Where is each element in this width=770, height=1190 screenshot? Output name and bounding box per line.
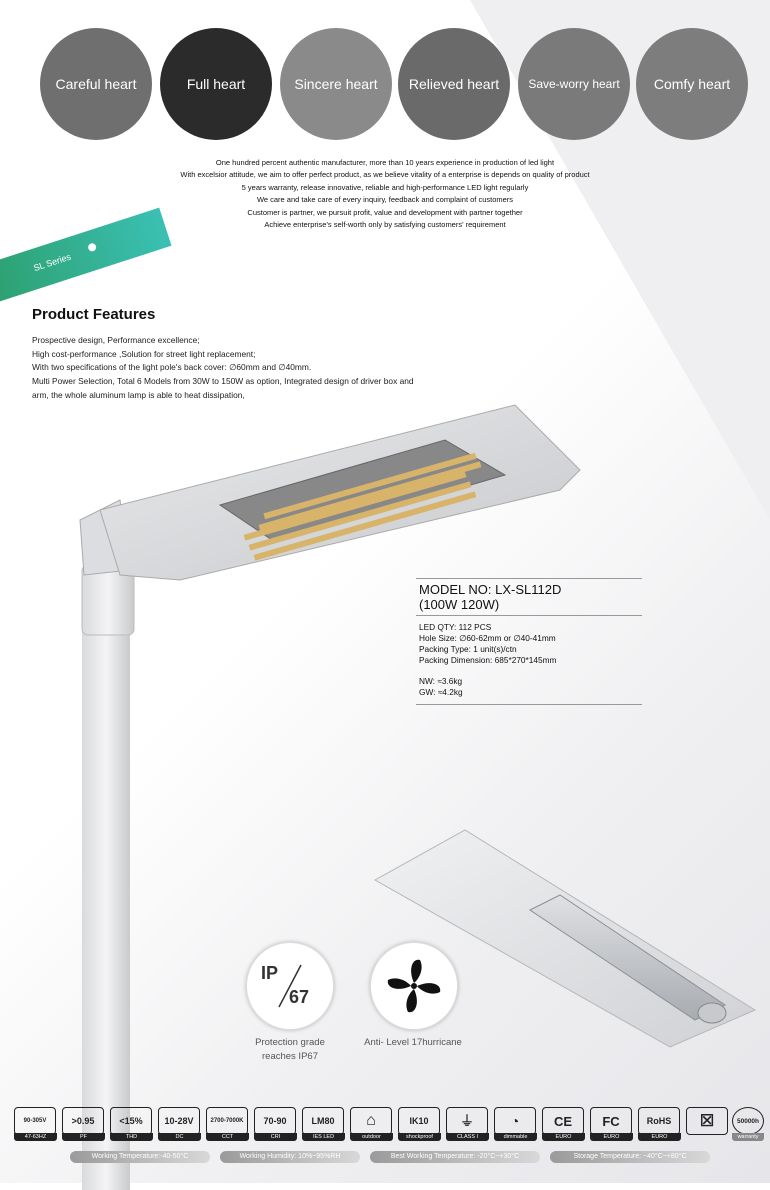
icon-sub: DC bbox=[158, 1133, 201, 1141]
ip-label: IP bbox=[261, 963, 279, 983]
spec-packing-dimension: Packing Dimension: 685*270*145mm bbox=[419, 655, 557, 665]
intro-line: We care and take care of every inquiry, feedback and complaint of customers bbox=[256, 195, 514, 205]
ip-number: 67 bbox=[289, 987, 310, 1007]
fan-icon bbox=[371, 943, 457, 1029]
icon-sub: THD bbox=[110, 1133, 153, 1141]
cct-icon bbox=[206, 1107, 248, 1143]
dc-icon bbox=[158, 1107, 200, 1143]
icon-sub: shockproof bbox=[398, 1133, 441, 1141]
icon-sub: warranty bbox=[732, 1133, 764, 1141]
storage-temperature: Storage Temperature: −40°C~+80°C bbox=[550, 1151, 710, 1163]
voltage-icon bbox=[14, 1107, 56, 1143]
icon-top: ⌂ bbox=[350, 1107, 392, 1135]
spec-hole-size: Hole Size: ∅60-62mm or ∅40-41mm bbox=[419, 633, 556, 643]
temperature-bar bbox=[70, 1151, 720, 1165]
certification-icons bbox=[14, 1107, 764, 1147]
hearts-row bbox=[40, 28, 760, 148]
series-label: SL Series bbox=[32, 251, 73, 274]
icon-sub: CLASS I bbox=[446, 1133, 489, 1141]
rohs-icon bbox=[638, 1107, 680, 1143]
outdoor-icon bbox=[350, 1107, 392, 1143]
ip67-badge bbox=[246, 942, 334, 1030]
model-power: (100W 120W) bbox=[419, 597, 500, 612]
intro-line: Customer is partner, we pursuit profit, value and development with partner together bbox=[247, 207, 523, 217]
feature-line: arm, the whole aluminum lamp is able to heat dissipation, bbox=[32, 389, 245, 400]
features-list bbox=[32, 334, 472, 403]
intro-line: One hundred percent authentic manufacturer, more than 10 years experience in production of led light bbox=[215, 158, 555, 167]
icon-top: ◔ bbox=[494, 1107, 536, 1135]
spec-net-weight: NW: ≈3.6kg bbox=[419, 676, 463, 686]
working-humidity: Working Humidity: 10%~95%RH bbox=[220, 1151, 360, 1163]
warranty-icon bbox=[732, 1107, 764, 1143]
heart-circle-save-worry: Save-worry heart bbox=[518, 28, 630, 140]
icon-top: >0.95 bbox=[62, 1107, 104, 1135]
icon-sub: CCT bbox=[206, 1133, 249, 1141]
working-temperature: Working Temperature:-40-50°C bbox=[70, 1151, 210, 1163]
heart-circle-sincere: Sincere heart bbox=[280, 28, 392, 140]
intro-line: 5 years warranty, release innovative, reliable and high-performance LED light regularly bbox=[241, 182, 529, 192]
heart-circle-full: Full heart bbox=[160, 28, 272, 140]
heart-circle-relieved: Relieved heart bbox=[398, 28, 510, 140]
class-i-icon bbox=[446, 1107, 488, 1143]
thd-icon bbox=[110, 1107, 152, 1143]
icon-top: 2700-7000K bbox=[206, 1107, 248, 1135]
cri-icon bbox=[254, 1107, 296, 1143]
hurricane-badge bbox=[370, 942, 458, 1030]
model-info bbox=[416, 578, 642, 705]
icon-top: CE bbox=[542, 1107, 584, 1135]
features-title: Product Features bbox=[32, 306, 156, 323]
icon-sub: 47-63HZ bbox=[14, 1133, 57, 1141]
feature-line: With two specifications of the light pole's back cover: ∅60mm and ∅40mm. bbox=[32, 362, 312, 373]
icon-top: ☒ bbox=[686, 1107, 728, 1135]
heart-circle-careful: Careful heart bbox=[40, 28, 152, 140]
feature-line: High cost-performance ,Solution for street light replacement; bbox=[32, 348, 256, 359]
feature-line: Prospective design, Performance excellence; bbox=[32, 335, 200, 345]
icon-sub: EURO bbox=[590, 1133, 633, 1141]
icon-sub: CRI bbox=[254, 1133, 297, 1141]
spec-gross-weight: GW: ≈4.2kg bbox=[419, 687, 463, 697]
street-lamp-image bbox=[60, 400, 590, 1190]
pf-icon bbox=[62, 1107, 104, 1143]
heart-circle-comfy: Comfy heart bbox=[636, 28, 748, 140]
spec-led-qty: LED QTY: 112 PCS bbox=[419, 622, 492, 632]
icon-top: ⏚ bbox=[446, 1107, 488, 1135]
icon-top: IK10 bbox=[398, 1107, 440, 1135]
dot-icon bbox=[87, 242, 97, 252]
icon-top: 10-28V bbox=[158, 1107, 200, 1135]
icon-top: FC bbox=[590, 1107, 632, 1135]
intro-line: Achieve enterprise's self-worth only by satisfying customers' requirement bbox=[264, 220, 506, 230]
fan-caption: Anti- Level 17hurricane bbox=[364, 1037, 462, 1048]
icon-sub: outdoor bbox=[350, 1133, 393, 1141]
icon-sub: EURO bbox=[638, 1133, 681, 1141]
divider bbox=[416, 704, 642, 705]
icon-sub: dimmable bbox=[494, 1133, 537, 1141]
lm80-icon bbox=[302, 1107, 344, 1143]
weee-icon bbox=[686, 1107, 728, 1143]
icon-sub: PF bbox=[62, 1133, 105, 1141]
icon-top: 50000h bbox=[732, 1107, 764, 1135]
ip-caption bbox=[232, 1036, 348, 1064]
icon-top: 90-305V bbox=[14, 1107, 56, 1135]
intro-line: With excelsior attitude, we aim to offer perfect product, as we believe vitality of a enterprise is depends on quality of product bbox=[180, 170, 590, 180]
ik10-icon bbox=[398, 1107, 440, 1143]
icon-top: RoHS bbox=[638, 1107, 680, 1135]
ip-caption-line: reaches IP67 bbox=[262, 1051, 318, 1062]
icon-top: 70-90 bbox=[254, 1107, 296, 1135]
icon-top: LM80 bbox=[302, 1107, 344, 1135]
intro-text bbox=[140, 157, 630, 231]
feature-line: Multi Power Selection, Total 6 Models from 30W to 150W as option, Integrated design of driver box and bbox=[32, 376, 414, 387]
best-working-temperature: Best Working Temperature: -20°C~+30°C bbox=[370, 1151, 540, 1163]
icon-sub: IES LED bbox=[302, 1133, 345, 1141]
model-number: MODEL NO: LX-SL112D bbox=[419, 582, 562, 597]
spec-packing-type: Packing Type: 1 unit(s)/ctn bbox=[419, 644, 517, 654]
fcc-icon bbox=[590, 1107, 632, 1143]
dimmable-icon bbox=[494, 1107, 536, 1143]
ip-icon bbox=[247, 943, 333, 1029]
ce-icon bbox=[542, 1107, 584, 1143]
icon-top: <15% bbox=[110, 1107, 152, 1135]
icon-sub: EURO bbox=[542, 1133, 585, 1141]
ip-caption-line: Protection grade bbox=[255, 1037, 325, 1048]
